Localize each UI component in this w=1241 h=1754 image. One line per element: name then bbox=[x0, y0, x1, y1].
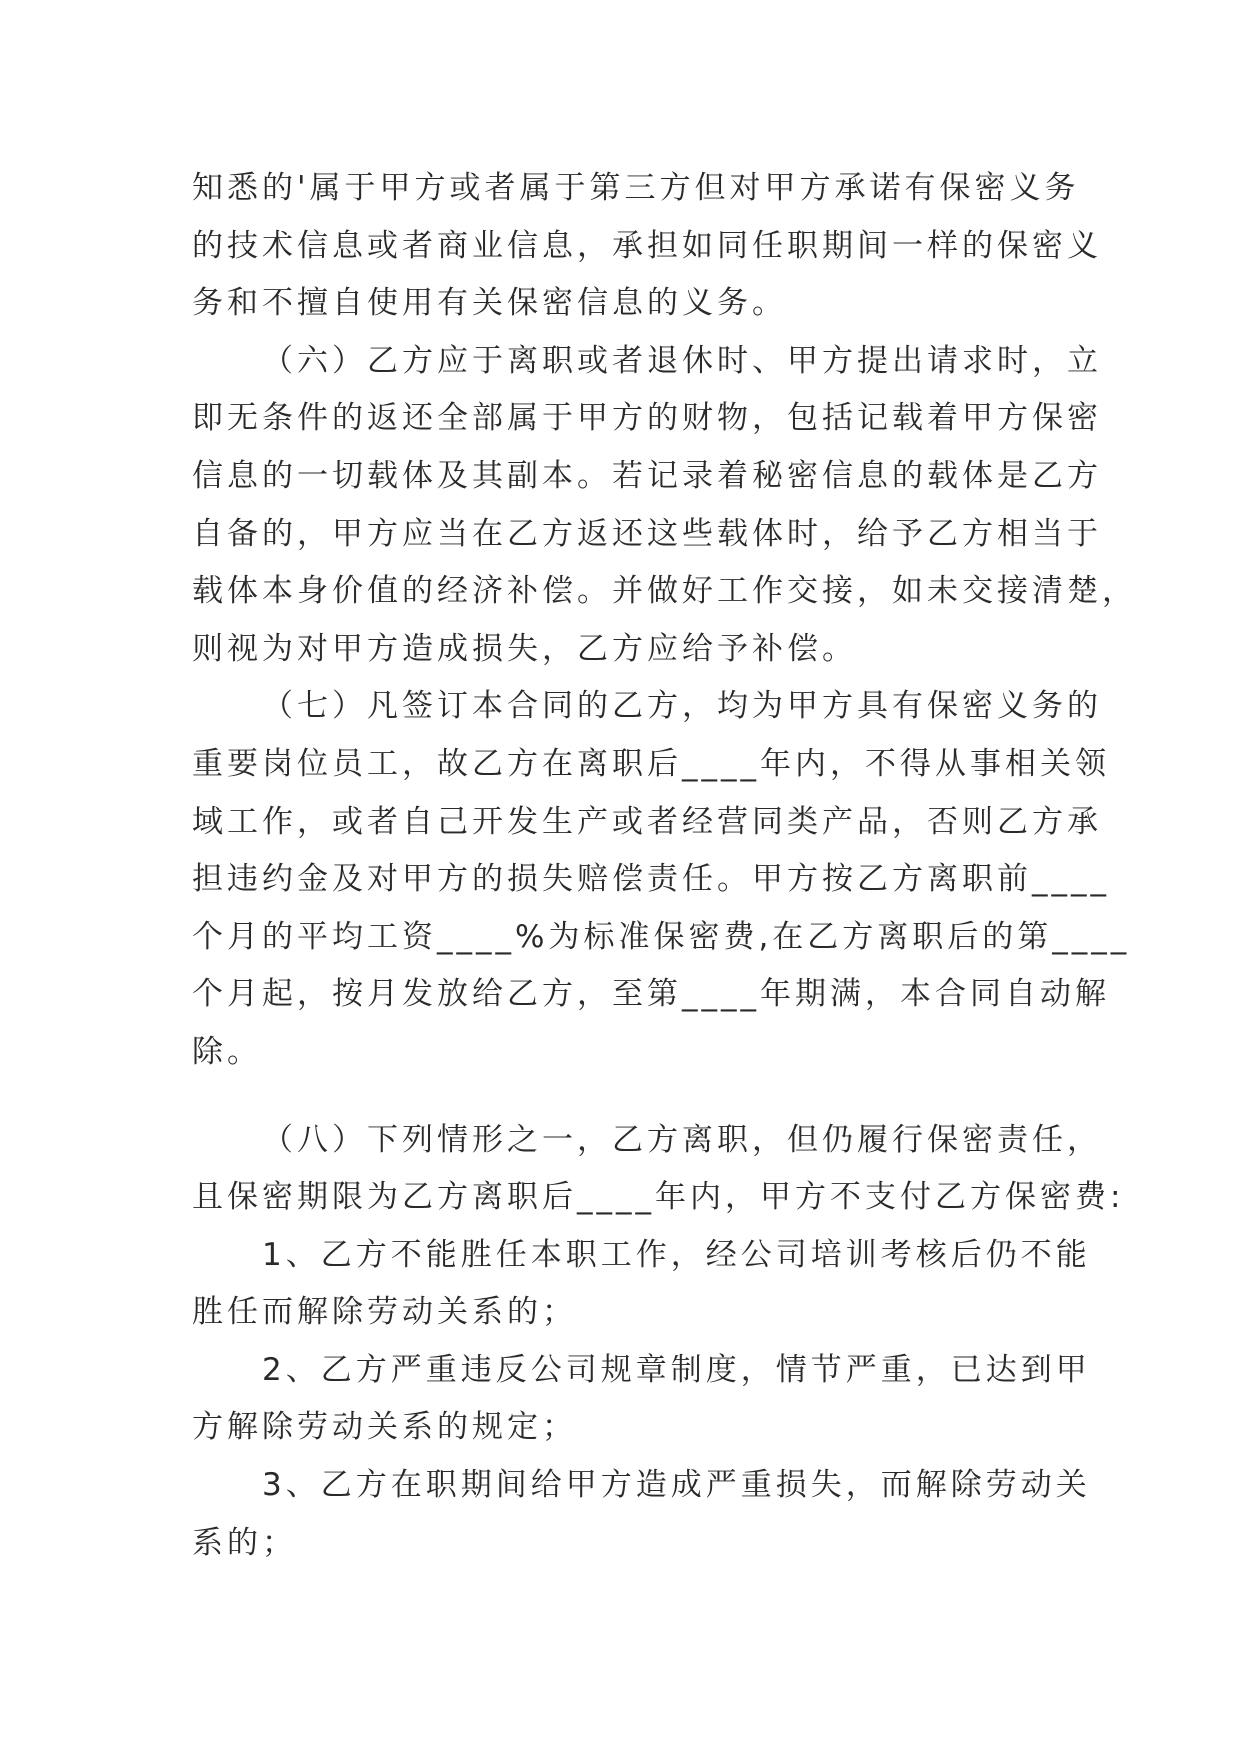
text-line: 即无条件的返还全部属于甲方的财物，包括记载着甲方保密 bbox=[192, 400, 1102, 437]
text-line: 知悉的'属于甲方或者属于第三方但对甲方承诺有保密义务 bbox=[192, 170, 1080, 206]
text-line: 重要岗位员工，故乙方在离职后____年内，不得从事相关领 bbox=[192, 745, 1110, 782]
text-line: 的技术信息或者商业信息，承担如同任职期间一样的保密义 bbox=[192, 227, 1102, 264]
text-line: 担违约金及对甲方的损失赔偿责任。甲方按乙方离职前____ bbox=[192, 861, 1110, 898]
text-line: 则视为对甲方造成损失，乙方应给予补偿。 bbox=[192, 630, 857, 667]
paragraph-six-start: （六）乙方应于离职或者退休时、甲方提出请求时，立 bbox=[262, 342, 1102, 379]
list-item-1-start: 1、乙方不能胜任本职工作，经公司培训考核后仍不能 bbox=[262, 1236, 1091, 1273]
text-line: 自备的，甲方应当在乙方返还这些载体时，给予乙方相当于 bbox=[192, 515, 1102, 552]
text-line: 信息的一切载体及其副本。若记录着秘密信息的载体是乙方 bbox=[192, 457, 1102, 494]
list-item-2-start: 2、乙方严重违反公司规章制度，情节严重，已达到甲 bbox=[262, 1351, 1091, 1388]
text-line: 个月起，按月发放给乙方，至第____年期满，本合同自动解 bbox=[192, 976, 1110, 1013]
document-body bbox=[192, 160, 1137, 1572]
text-line: 且保密期限为乙方离职后____年内，甲方不支付乙方保密费: bbox=[192, 1179, 1125, 1216]
paragraph-seven-start: （七）凡签订本合同的乙方，均为甲方具有保密义务的 bbox=[262, 688, 1102, 725]
text-line: 胜任而解除劳动关系的； bbox=[192, 1294, 577, 1331]
paragraph-eight-start: （八）下列情形之一，乙方离职，但仍履行保密责任， bbox=[262, 1121, 1102, 1158]
list-item-3-start: 3、乙方在职期间给甲方造成严重损失，而解除劳动关 bbox=[262, 1467, 1091, 1504]
text-line: 务和不擅自使用有关保密信息的义务。 bbox=[192, 285, 787, 322]
text-line: 除。 bbox=[192, 1033, 262, 1070]
text-line: 系的； bbox=[192, 1524, 297, 1561]
text-line: 方解除劳动关系的规定； bbox=[192, 1409, 577, 1446]
text-line: 个月的平均工资____%为标准保密费,在乙方离职后的第____ bbox=[192, 918, 1131, 955]
text-line: 载体本身价值的经济补偿。并做好工作交接，如未交接清楚， bbox=[192, 573, 1137, 610]
text-line: 域工作，或者自己开发生产或者经营同类产品，否则乙方承 bbox=[192, 803, 1102, 840]
